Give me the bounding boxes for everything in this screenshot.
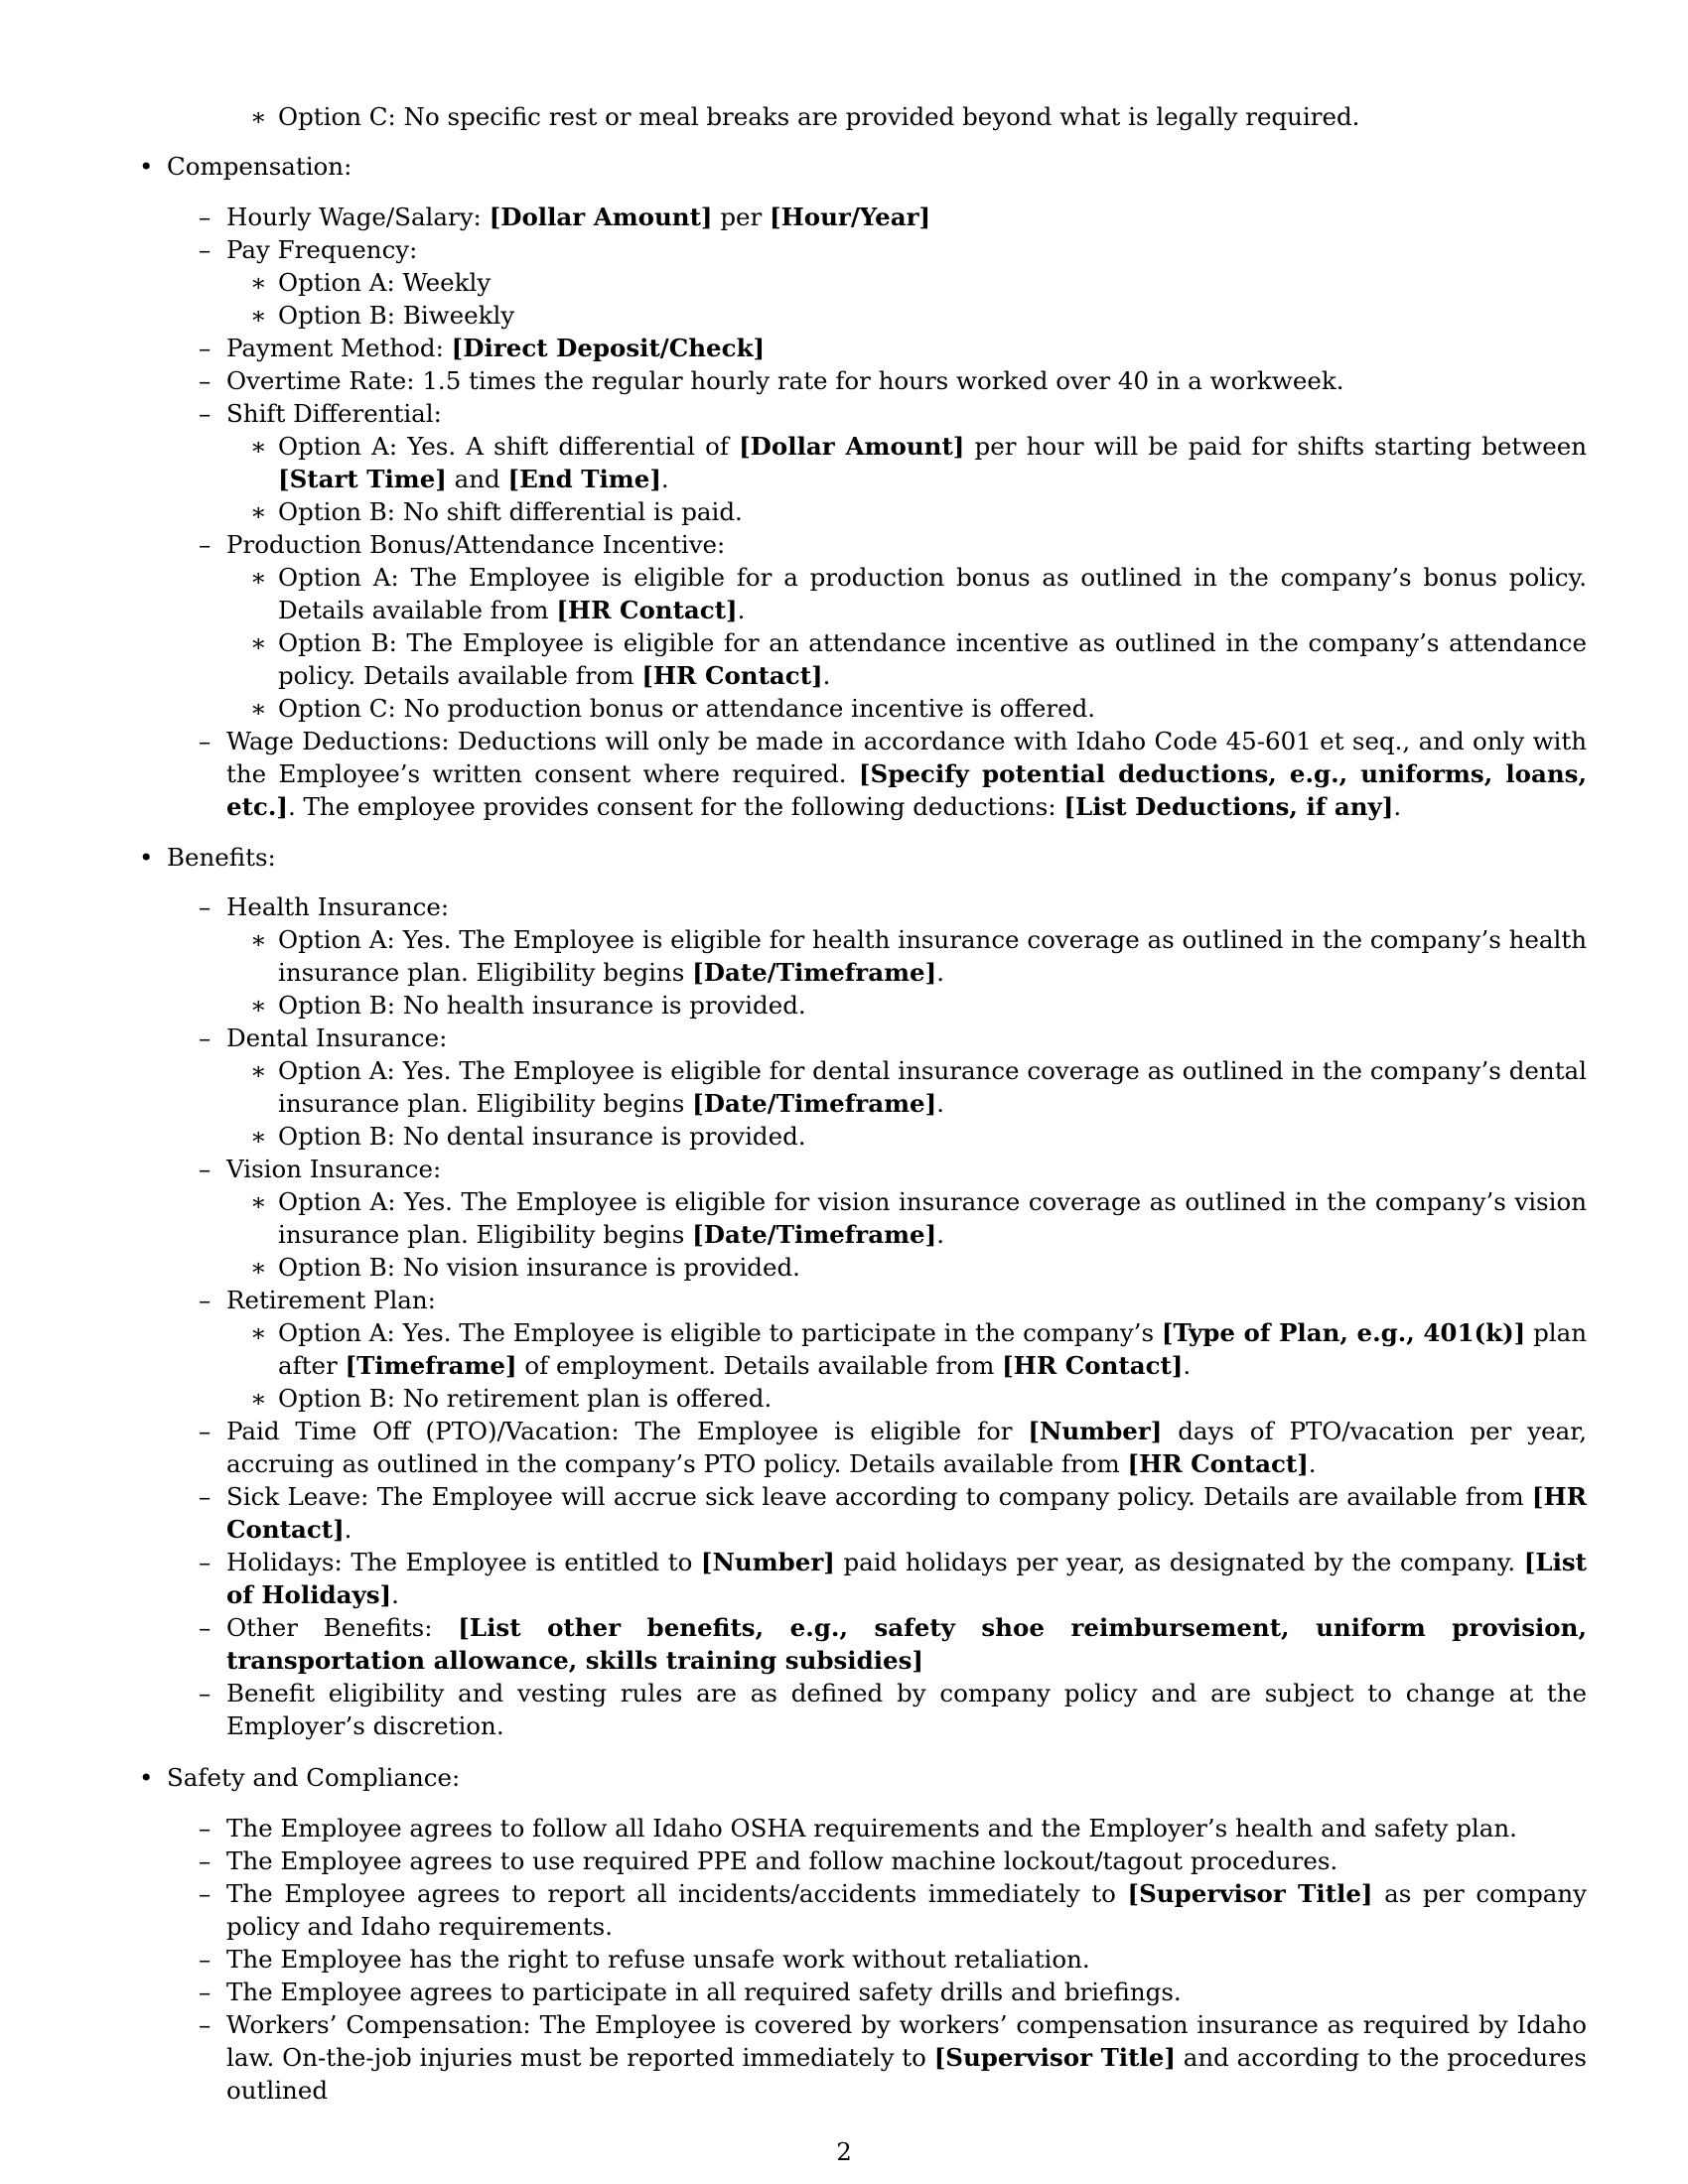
vision-option-b: Option B: No vision insurance is provided. [278,1253,800,1282]
dash-marker: – [199,334,211,362]
bonus-option-b: Option B: The Employee is eligible for an attendance incentive as outlined in the company’s attendance policy. Details available from [HR Contact]. [278,628,1587,690]
incidents-item: The Employee agrees to report all incidents/accidents immediately to [Supervisor Title] as per company policy and Idaho requirements. [226,1879,1587,1941]
page-number: 2 [836,2137,852,2166]
dash-marker: – [199,1814,211,1843]
production-bonus-item: Production Bonus/Attendance Incentive: [226,530,726,559]
payment-method-item: Payment Method: [Direct Deposit/Check] [226,334,766,362]
bonus-option-a: Option A: The Employee is eligible for a production bonus as outlined in the company’s bonus policy. Details available from [HR Contact]. [278,563,1587,624]
dash-marker: – [199,2010,211,2039]
dash-marker: – [199,1879,211,1908]
star-marker: ∗ [250,1122,267,1151]
shift-differential-option-b: Option B: No shift differential is paid. [278,497,743,526]
pay-frequency-option-b: Option B: Biweekly [278,301,515,330]
health-option-b: Option B: No health insurance is provided. [278,991,806,1020]
dash-marker: – [199,1548,211,1576]
star-marker: ∗ [250,1384,267,1413]
bonus-option-c: Option C: No production bonus or attendance incentive is offered. [278,694,1096,723]
hourly-wage-item: Hourly Wage/Salary: [Dollar Amount] per [Hour/Year] [226,203,931,231]
dash-marker: – [199,203,211,231]
star-marker: ∗ [250,694,267,723]
other-benefits-item: Other Benefits: [List other benefits, e.g., safety shoe reimbursement, uniform provision, transportation allowance, skills training subsidies] [226,1613,1587,1675]
dash-marker: – [199,1024,211,1052]
retirement-option-b: Option B: No retirement plan is offered. [278,1384,773,1413]
dental-option-a: Option A: Yes. The Employee is eligible for dental insurance coverage as outlined in the company’s dental insurance plan. Eligibility begins [Date/Timeframe]. [278,1056,1587,1118]
star-marker: ∗ [250,1056,267,1085]
star-marker: ∗ [250,925,267,954]
dash-marker: – [199,1945,211,1974]
dental-insurance-item: Dental Insurance: [226,1024,448,1052]
vision-option-a: Option A: Yes. The Employee is eligible for vision insurance coverage as outlined in the company’s vision insurance plan. Eligibility begins [Date/Timeframe]. [278,1187,1587,1249]
dash-marker: – [199,366,211,395]
dash-marker: – [199,1417,211,1445]
health-insurance-item: Health Insurance: [226,892,450,921]
sick-leave-item: Sick Leave: The Employee will accrue sick leave according to company policy. Details are available from [HR Contact]. [226,1482,1587,1544]
star-marker: ∗ [250,497,267,526]
dash-marker: – [199,1155,211,1183]
bullet-marker: • [139,1763,154,1792]
pay-frequency-item: Pay Frequency: [226,235,418,264]
dash-marker: – [199,1613,211,1642]
star-marker: ∗ [250,1253,267,1282]
star-marker: ∗ [250,432,267,461]
shift-differential-item: Shift Differential: [226,399,442,428]
retirement-option-a: Option A: Yes. The Employee is eligible to participate in the company’s [Type of Plan, e.g., 401(k)] plan after [Timeframe] of employment. Details available from [HR Contact]. [278,1318,1587,1380]
dash-marker: – [199,892,211,921]
star-marker: ∗ [250,301,267,330]
workers-comp-item: Workers’ Compensation: The Employee is covered by workers’ compensation insurance as required by Idaho law. On-the-job injuries must be reported immediately to [Supervisor Title] and according to the procedures outlined [226,2010,1587,2105]
wage-deductions-item: Wage Deductions: Deductions will only be made in accordance with Idaho Code 45-601 et seq., and only with the Employee’s written consent where required. [Specify potential deductions, e.g., uniforms, loans, etc.]. The employee provides consent for the following deductions: [List Deductions, if any]. [226,727,1587,821]
dash-marker: – [199,399,211,428]
holidays-item: Holidays: The Employee is entitled to [Number] paid holidays per year, as designated by the company. [List of Holidays]. [226,1548,1587,1609]
pto-item: Paid Time Off (PTO)/Vacation: The Employee is eligible for [Number] days of PTO/vacation per year, accruing as outlined in the company’s PTO policy. Details available from [HR Contact]. [226,1417,1588,1478]
ppe-item: The Employee agrees to use required PPE and follow machine lockout/tagout procedures. [226,1846,1338,1875]
refuse-unsafe-work-item: The Employee has the right to refuse unsafe work without retaliation. [226,1945,1090,1974]
star-marker: ∗ [250,268,267,297]
health-option-a: Option A: Yes. The Employee is eligible for health insurance coverage as outlined in the company’s health insurance plan. Eligibility begins [Date/Timeframe]. [278,925,1587,987]
osha-item: The Employee agrees to follow all Idaho OSHA requirements and the Employer’s health and safety plan. [226,1814,1517,1843]
retirement-plan-item: Retirement Plan: [226,1286,436,1314]
vision-insurance-item: Vision Insurance: [226,1155,442,1183]
dash-marker: – [199,1978,211,2006]
star-marker: ∗ [250,628,267,657]
dental-option-b: Option B: No dental insurance is provided. [278,1122,806,1151]
dash-marker: – [199,1679,211,1707]
shift-differential-option-a: Option A: Yes. A shift differential of [Dollar Amount] per hour will be paid for shifts starting between [Start Time] and [End Time]. [278,432,1587,493]
benefits-heading: Benefits: [167,843,276,872]
star-marker: ∗ [250,991,267,1020]
safety-heading: Safety and Compliance: [167,1763,461,1792]
dash-marker: – [199,530,211,559]
dash-marker: – [199,1286,211,1314]
dash-marker: – [199,727,211,755]
overtime-rate-item: Overtime Rate: 1.5 times the regular hourly rate for hours worked over 40 in a workweek. [226,366,1344,395]
rest-option-c: Option C: No specific rest or meal breaks are provided beyond what is legally required. [278,102,1360,131]
star-marker: ∗ [250,102,267,131]
star-marker: ∗ [250,1187,267,1216]
bullet-marker: • [139,843,154,872]
star-marker: ∗ [250,1318,267,1347]
bullet-marker: • [139,152,154,181]
star-marker: ∗ [250,563,267,592]
dash-marker: – [199,235,211,264]
dash-marker: – [199,1482,211,1511]
safety-drills-item: The Employee agrees to participate in all required safety drills and briefings. [226,1978,1182,2006]
pay-frequency-option-a: Option A: Weekly [278,268,492,297]
dash-marker: – [199,1846,211,1875]
compensation-heading: Compensation: [167,152,352,181]
benefit-eligibility-item: Benefit eligibility and vesting rules are as defined by company policy and are subject to change at the Employer’s discretion. [226,1679,1587,1740]
